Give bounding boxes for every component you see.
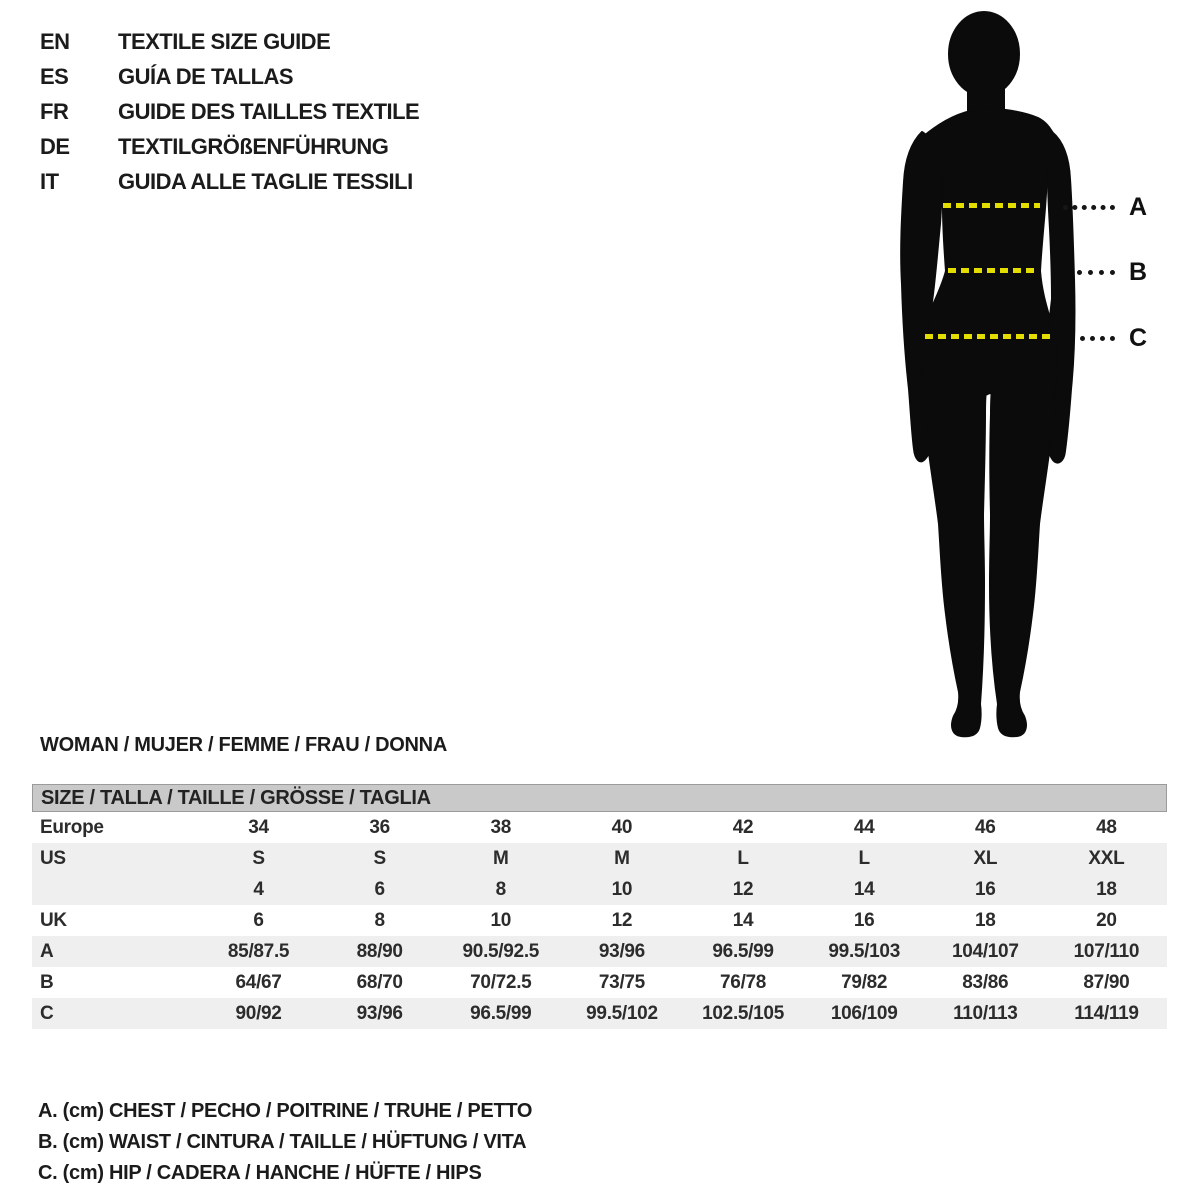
size-cell: 90.5/92.5: [462, 940, 540, 962]
hip-line-dash: [925, 334, 1050, 339]
size-table-header: SIZE / TALLA / TAILLE / GRÖSSE / TAGLIA: [32, 784, 1167, 812]
size-cell: 42: [732, 816, 754, 838]
size-cell: 90/92: [235, 1002, 282, 1024]
size-cell: XL: [973, 847, 998, 869]
language-code: FR: [40, 98, 69, 124]
language-code: EN: [40, 28, 70, 54]
size-cell: 18: [975, 909, 996, 931]
size-cell: 12: [732, 878, 754, 900]
size-cell: 68/70: [356, 971, 403, 993]
waist-line-dots: [1077, 270, 1115, 275]
chest-line-label: A: [1128, 193, 1148, 221]
size-cell: 64/67: [235, 971, 282, 993]
language-row: [40, 164, 419, 199]
waist-line-label: B: [1128, 258, 1148, 286]
size-cell: M: [614, 847, 630, 869]
size-cell: 18: [1096, 878, 1117, 900]
size-cell: 6: [374, 878, 385, 900]
size-table-row: [32, 936, 1167, 967]
size-row-label: A: [40, 940, 54, 962]
size-cell: 93/96: [598, 940, 645, 962]
size-cell: 83/86: [962, 971, 1009, 993]
size-row-label: Europe: [40, 816, 104, 838]
size-cell: 102.5/105: [702, 1002, 784, 1024]
size-cell: 12: [611, 909, 633, 931]
waist-line-dash: [948, 268, 1036, 273]
size-cell: S: [252, 847, 265, 869]
size-cell: 114/119: [1074, 1002, 1139, 1024]
size-cell: 36: [369, 816, 390, 838]
size-cell: 6: [253, 909, 264, 931]
woman-silhouette-icon: [878, 4, 1108, 752]
size-row-label: B: [40, 971, 54, 993]
size-cell: 88/90: [356, 940, 403, 962]
size-cell: 93/96: [356, 1002, 403, 1024]
size-table: [32, 784, 1167, 1029]
size-table-row: [32, 874, 1167, 905]
size-cell: 16: [853, 909, 875, 931]
size-cell: 70/72.5: [470, 971, 532, 993]
size-cell: XXL: [1088, 847, 1125, 869]
hip-line-label: C: [1128, 324, 1148, 352]
language-row: [40, 94, 419, 129]
chest-line-dash: [943, 203, 1040, 208]
size-cell: 44: [853, 816, 875, 838]
language-label: GUÍA DE TALLAS: [118, 63, 294, 89]
size-cell: 8: [495, 878, 506, 900]
size-cell: 20: [1096, 909, 1117, 931]
size-table-grid: [32, 812, 1167, 1029]
size-table-body: [32, 812, 1167, 1029]
language-label: GUIDE DES TAILLES TEXTILE: [118, 98, 420, 124]
size-row-label: [32, 874, 198, 905]
size-cell: L: [858, 847, 870, 869]
measure-note: A. (cm) CHEST / PECHO / POITRINE / TRUHE / PETTO: [38, 1100, 533, 1122]
size-row-label: C: [40, 1002, 54, 1024]
size-cell: 8: [374, 909, 385, 931]
size-cell: 14: [732, 909, 754, 931]
size-cell: S: [373, 847, 386, 869]
size-row-label: US: [40, 847, 66, 869]
chest-line-dots: [1063, 205, 1115, 210]
size-cell: 14: [853, 878, 875, 900]
size-cell: 79/82: [841, 971, 888, 993]
language-code: DE: [40, 133, 70, 159]
size-cell: 96.5/99: [712, 940, 774, 962]
language-label: TEXTILGRÖßENFÜHRUNG: [118, 133, 389, 159]
measure-note: B. (cm) WAIST / CINTURA / TAILLE / HÜFTUNG / VITA: [38, 1131, 527, 1153]
language-row: [40, 59, 419, 94]
language-row: [40, 129, 419, 164]
size-cell: L: [737, 847, 749, 869]
size-cell: 40: [611, 816, 633, 838]
size-cell: 107/110: [1073, 940, 1140, 962]
measure-notes: [38, 1096, 532, 1189]
size-table-row: [32, 905, 1167, 936]
size-cell: 46: [975, 816, 996, 838]
size-cell: 104/107: [952, 940, 1019, 962]
size-cell: 10: [611, 878, 633, 900]
size-cell: 96.5/99: [470, 1002, 532, 1024]
size-cell: 85/87.5: [227, 940, 290, 962]
size-cell: 34: [248, 816, 269, 838]
size-cell: M: [493, 847, 509, 869]
size-cell: 76/78: [720, 971, 767, 993]
language-label: TEXTILE SIZE GUIDE: [118, 28, 331, 54]
size-cell: 110/113: [953, 1002, 1018, 1024]
size-cell: 99.5/103: [828, 940, 900, 962]
size-cell: 106/109: [830, 1002, 898, 1024]
size-cell: 16: [975, 878, 996, 900]
size-cell: 10: [490, 909, 512, 931]
size-cell: 73/75: [598, 971, 645, 993]
language-code: IT: [40, 168, 59, 194]
language-list: [40, 24, 419, 199]
language-code: ES: [40, 63, 69, 89]
size-cell: 48: [1096, 816, 1117, 838]
size-cell: 38: [490, 816, 512, 838]
measurement-figure: [878, 4, 1200, 752]
measure-note: C. (cm) HIP / CADERA / HANCHE / HÜFTE / HIPS: [38, 1162, 482, 1184]
size-cell: 99.5/102: [586, 1002, 658, 1024]
language-row: [40, 24, 419, 59]
size-table-row: [32, 812, 1167, 843]
size-table-row: [32, 998, 1167, 1029]
size-cell: 87/90: [1083, 971, 1130, 993]
gender-heading: WOMAN / MUJER / FEMME / FRAU / DONNA: [40, 734, 447, 756]
size-cell: 4: [253, 878, 264, 900]
size-table-row: [32, 967, 1167, 998]
size-row-label: UK: [40, 909, 67, 931]
language-label: GUIDA ALLE TAGLIE TESSILI: [118, 168, 413, 194]
hip-line-dots: [1080, 336, 1115, 341]
size-table-row: [32, 843, 1167, 874]
